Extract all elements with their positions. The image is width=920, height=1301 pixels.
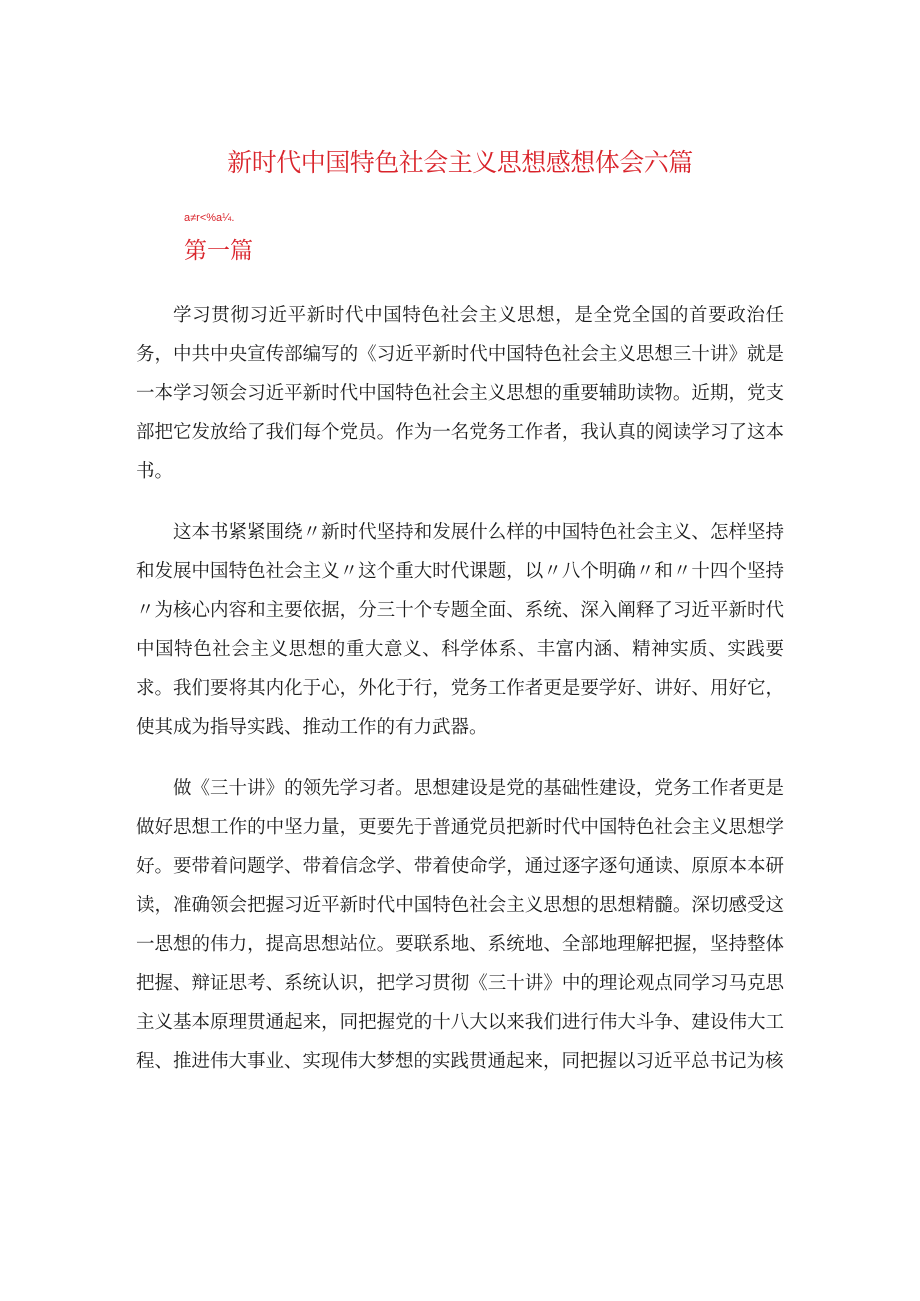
- document-body: [136, 296, 784, 1103]
- paragraph-1: 学习贯彻习近平新时代中国特色社会主义思想，是全党全国的首要政治任务，中共中央宣传部编写的《习近平新时代中国特色社会主义思想三十讲》就是一本学习领会习近平新时代中国特色社会主义思想的重要辅助读物。近期，党支部把它发放给了我们每个党员。作为一名党务工作者，我认真的阅读学习了这本书。: [136, 305, 784, 482]
- document-title: 新时代中国特色社会主义思想感想体会六篇: [227, 148, 693, 177]
- paragraph-2: 这本书紧紧围绕〃新时代坚持和发展什么样的中国特色社会主义、怎样坚持和发展中国特色社会主义〃这个重大时代课题，以〃八个明确〃和〃十四个坚持〃为核心内容和主要依据，分三十个专题全面、系统、深入阐释了习近平新时代中国特色社会主义思想的重大意义、科学体系、丰富内涵、精神实质、实践要求。我们要将其内化于心，外化于行，党务工作者更是要学好、讲好、用好它，使其成为指导实践、推动工作的有力武器。: [136, 522, 784, 738]
- garbled-text-line: a≠r<%a¼.: [184, 212, 235, 224]
- paragraph-3: 做《三十讲》的领先学习者。思想建设是党的基础性建设，党务工作者更是做好思想工作的中坚力量，更要先于普通党员把新时代中国特色社会主义思想学好。要带着问题学、带着信念学、带着使命学，通过逐字逐句通读、原原本本研读，准确领会把握习近平新时代中国特色社会主义思想的思想精髓。深切感受这一思想的伟力，提高思想站位。要联系地、系统地、全部地理解把握，坚持整体把握、辩证思考、系统认识，把学习贯彻《三十讲》中的理论观点同学习马克思主义基本原理贯通起来，同把握党的十八大以来我们进行伟大斗争、建设伟大工程、推进伟大事业、实现伟大梦想的实践贯通起来，同把握以习近平总书记为核: [136, 778, 784, 1072]
- section-heading: 第一篇: [184, 238, 253, 264]
